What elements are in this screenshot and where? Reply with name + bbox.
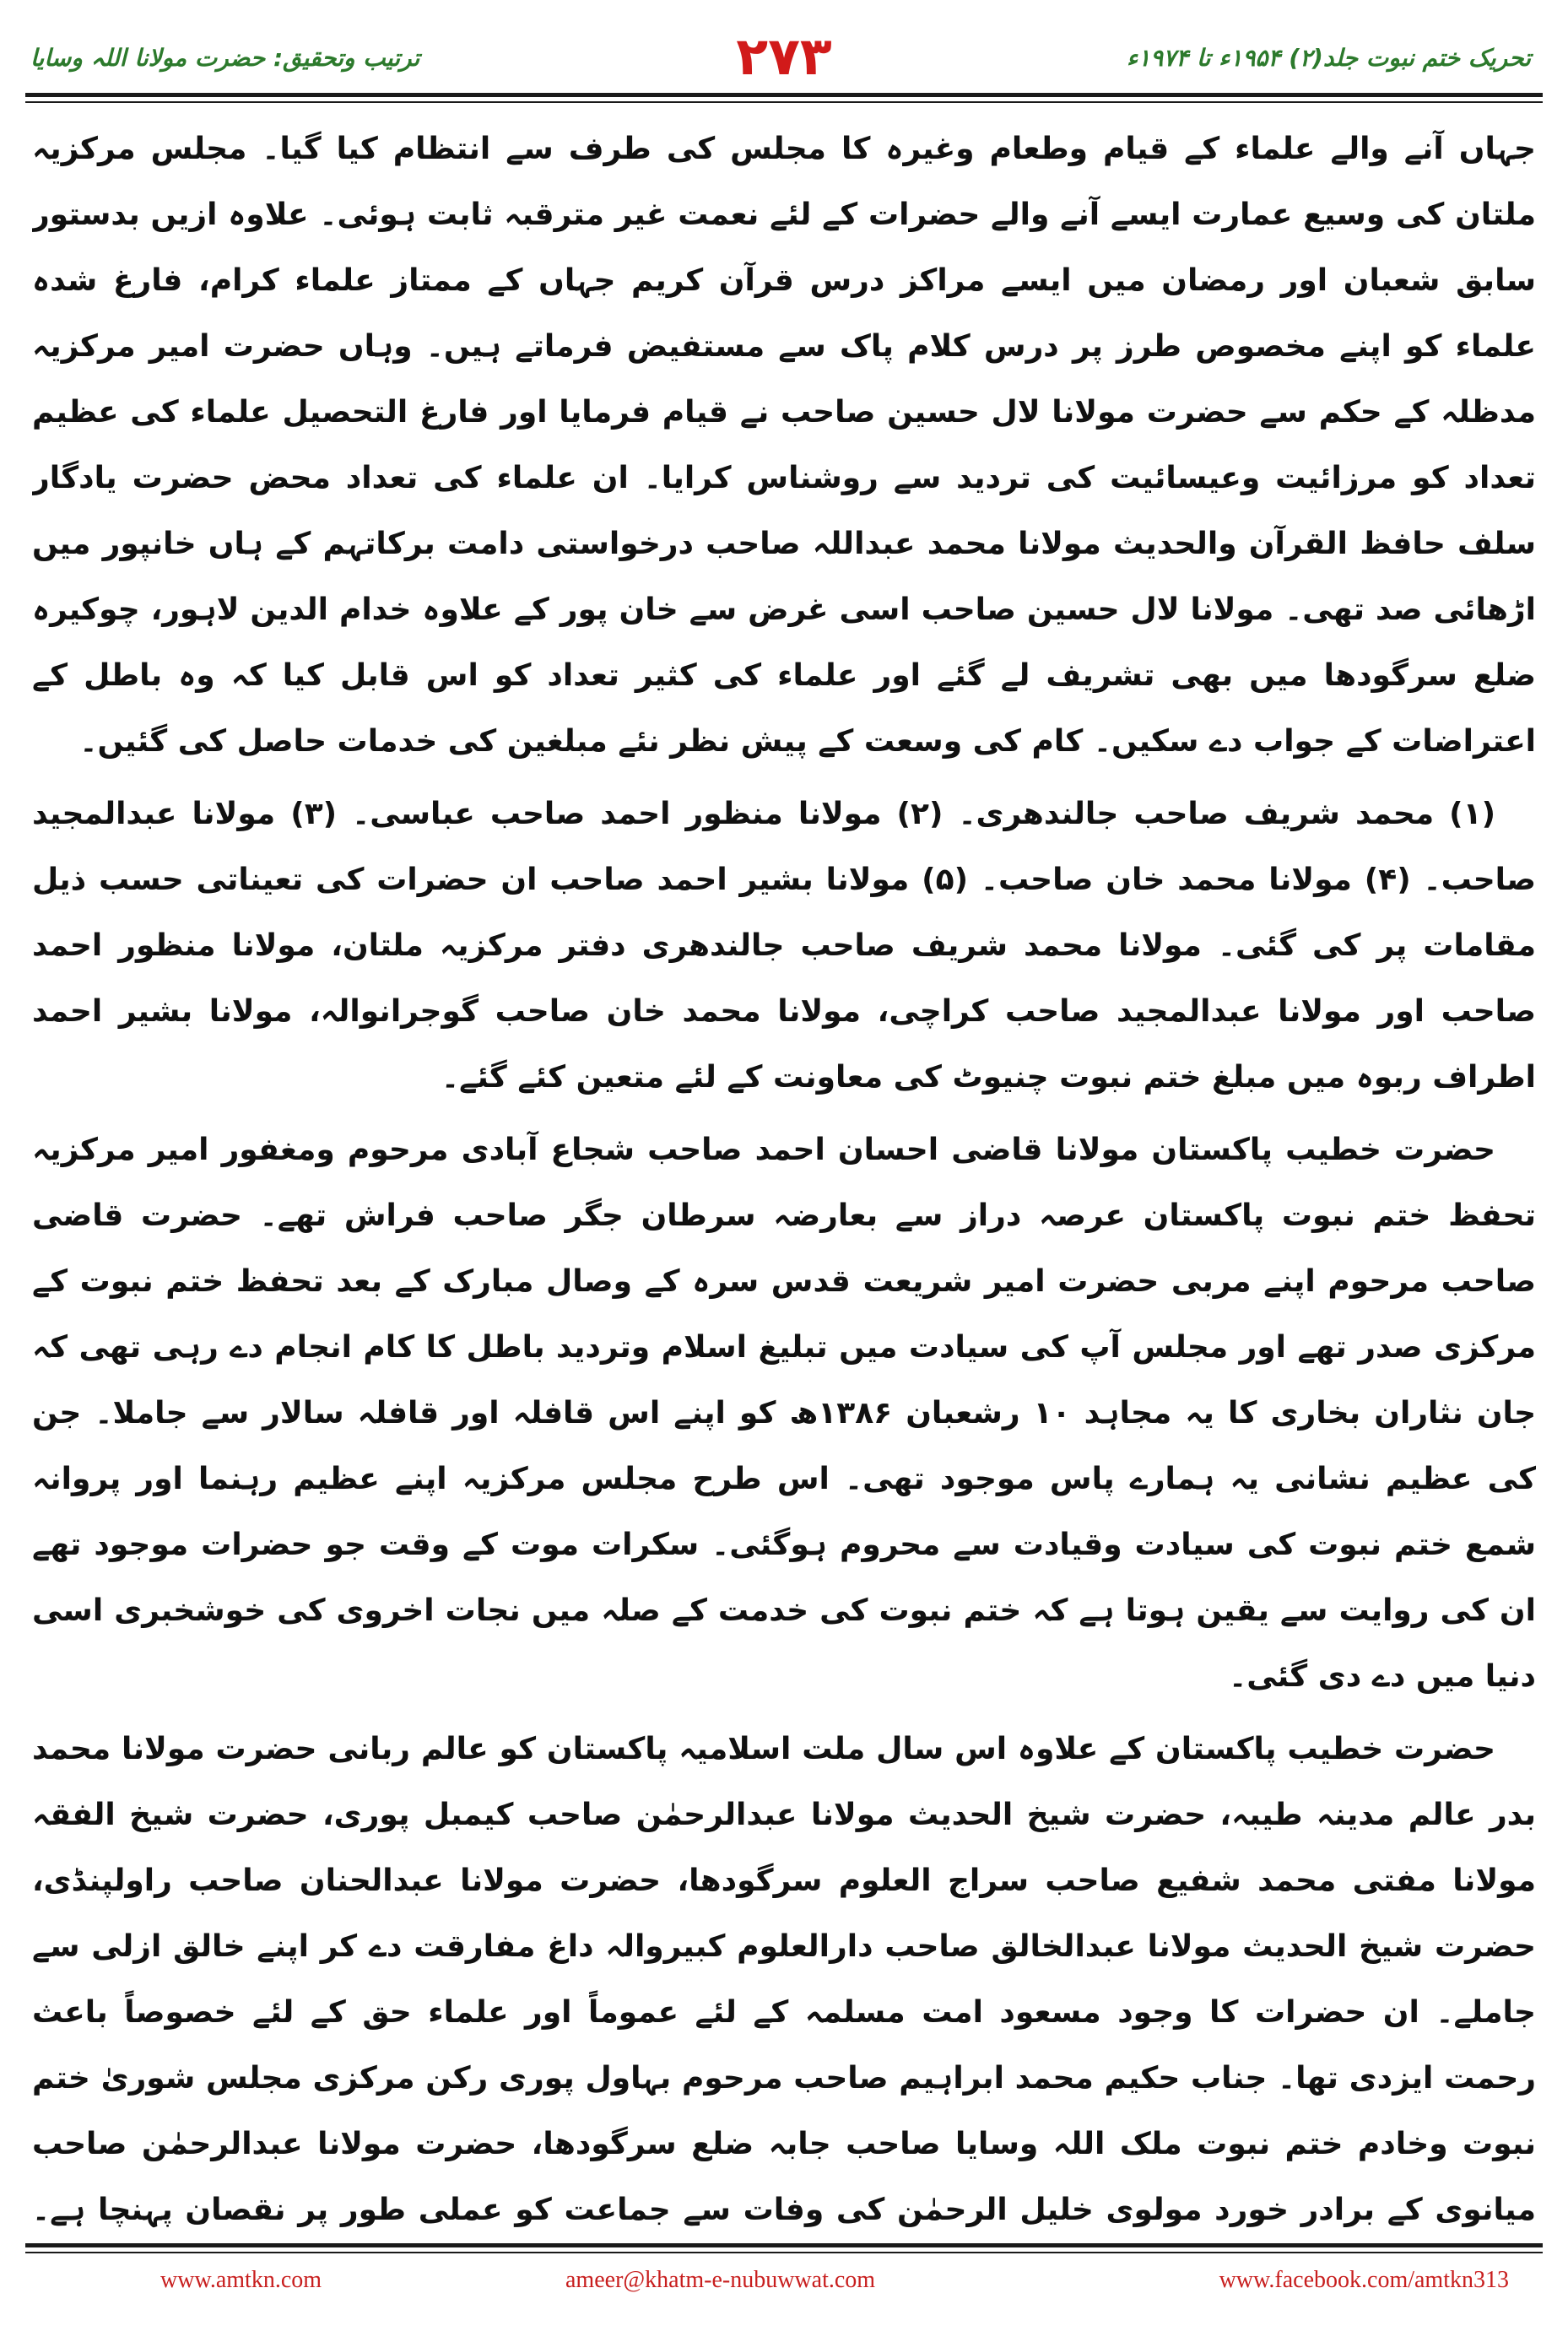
- paragraph-1: جہاں آنے والے علماء کے قیام وطعام وغیرہ کا مجلس کی طرف سے انتظام کیا گیا۔ مجلس مرکزیہ ملتان کی وسیع عمارت ایسے آنے والے حضرات کے لئے نعمت غیر مترقبہ ثابت ہوئی۔ علاوہ ازیں بدستور سابق شعبان اور رمضان میں ایسے مراکز درس قرآن کریم جہاں کے ممتاز علماء کرام، فارغ شدہ علماء کو اپنے مخصوص طرز پر درس کلام پاک سے مستفیض فرماتے ہیں۔ وہاں حضرت امیر مرکزیہ مدظلہ کے حکم سے حضرت مولانا لال حسین صاحب نے قیام فرمایا اور فارغ التحصیل علماء کی عظیم تعداد کو مرزائیت وعیسائیت کی تردید سے روشناس کرایا۔ ان علماء کی تعداد محض حضرت یادگار سلف حافظ القرآن والحدیث مولانا محمد عبداللہ صاحب درخواستی دامت برکاتہم کے ہاں خانپور میں اڑھائی صد تھی۔ مولانا لال حسین صاحب اسی غرض سے خان پور کے علاوہ خدام الدین لاہور، چوکیرہ ضلع سرگودھا میں بھی تشریف لے گئے اور علماء کی کثیر تعداد کو اس قابل کیا کہ وہ باطل کے اعتراضات کے جواب دے سکیں۔ کام کی وسعت کے پیش نظر نئے مبلغین کی خدمات حاصل کی گئیں۔: [32, 132, 1536, 759]
- paragraph-2: (۱) محمد شریف صاحب جالندھری۔ (۲) مولانا منظور احمد صاحب عباسی۔ (۳) مولانا عبدالمجید صاحب۔ (۴) مولانا محمد خان صاحب۔ (۵) مولانا بشیر احمد صاحب ان حضرات کی تعیناتی حسب ذیل مقامات پر کی گئی۔ مولانا محمد شریف صاحب جالندھری دفتر مرکزیہ ملتان، مولانا منظور احمد صاحب اور مولانا عبدالمجید صاحب کراچی، مولانا محمد خان صاحب گوجرانوالہ، مولانا بشیر احمد اطراف ربوہ میں مبلغ ختم نبوت چنیوٹ کی معاونت کے لئے متعین کئے گئے۔: [32, 797, 1536, 1095]
- page-body: [32, 116, 1536, 2231]
- page-footer: [25, 2262, 1543, 2304]
- paragraph-3: حضرت خطیب پاکستان مولانا قاضی احسان احمد صاحب شجاع آبادی مرحوم ومغفور امیر مرکزیہ تحفظ ختم نبوت پاکستان عرصہ دراز سے بعارضہ سرطان جگر صاحب فراش تھے۔ حضرت قاضی صاحب مرحوم اپنے مربی حضرت امیر شریعت قدس سرہ کے وصال مبارک کے بعد تحفظ ختم نبوت کے مرکزی صدر تھے اور مجلس آپ کی سیادت میں تبلیغ اسلام وتردید باطل کا کام انجام دے رہی تھی کہ جان نثاران بخاری کا یہ مجاہد ۱۰ رشعبان ۱۳۸۶ھ کو اپنے اس قافلہ اور قافلہ سالار سے جاملا۔ جن کی عظیم نشانی یہ ہمارے پاس موجود تھی۔ اس طرح مجلس مرکزیہ اپنے عظیم رہنما اور پروانہ شمع ختم نبوت کی سیادت وقیادت سے محروم ہوگئی۔ سکرات موت کے وقت جو حضرات موجود تھے ان کی روایت سے یقین ہوتا ہے کہ ختم نبوت کی خدمت کے صلہ میں نجات اخروی کی خوشخبری اسی دنیا میں دے دی گئی۔: [32, 1133, 1536, 1694]
- footer-rule-thin: [25, 2252, 1543, 2253]
- website-link[interactable]: www.amtkn.com: [160, 2267, 322, 2293]
- email-link[interactable]: ameer@khatm-e-nubuwwat.com: [565, 2267, 876, 2293]
- page-header: [25, 25, 1543, 101]
- facebook-link[interactable]: www.facebook.com/amtkn313: [1219, 2267, 1509, 2293]
- compiler-credit: ترتیب وتحقیق: حضرت مولانا اللہ وسایا: [30, 44, 420, 72]
- book-title: تحریک ختم نبوت جلد(۲) ۱۹۵۴ء تا ۱۹۷۴ء: [1126, 44, 1531, 72]
- header-rule-thin: [25, 101, 1543, 103]
- footer-rule-thick: [25, 2243, 1543, 2247]
- page-number: ۲۷۳: [736, 25, 832, 87]
- header-rule-thick: [25, 93, 1543, 97]
- paragraph-4: حضرت خطیب پاکستان کے علاوہ اس سال ملت اسلامیہ پاکستان کو عالم ربانی حضرت مولانا محمد بدر عالم مدینہ طیبہ، حضرت شیخ الحدیث مولانا عبدالرحمٰن صاحب کیمبل پوری، حضرت شیخ الفقہ مولانا مفتی محمد شفیع صاحب سراج العلوم سرگودھا، حضرت مولانا عبدالحنان صاحب راولپنڈی، حضرت شیخ الحدیث مولانا عبدالخالق صاحب دارالعلوم کبیروالہ داغ مفارقت دے کر اپنے خالق ازلی سے جاملے۔ ان حضرات کا وجود مسعود امت مسلمہ کے لئے عموماً اور علماء حق کے لئے خصوصاً باعث رحمت ایزدی تھا۔ جناب حکیم محمد ابراہیم صاحب مرحوم بہاول پوری رکن مرکزی مجلس شوریٰ ختم نبوت وخادم ختم نبوت ملک اللہ وسایا صاحب جابہ ضلع سرگودھا، حضرت مولانا عبدالرحمٰن صاحب میانوی کے برادر خورد مولوی خلیل الرحمٰن کی وفات سے جماعت کو عملی طور پر نقصان پہنچا ہے۔: [32, 1732, 1536, 2227]
